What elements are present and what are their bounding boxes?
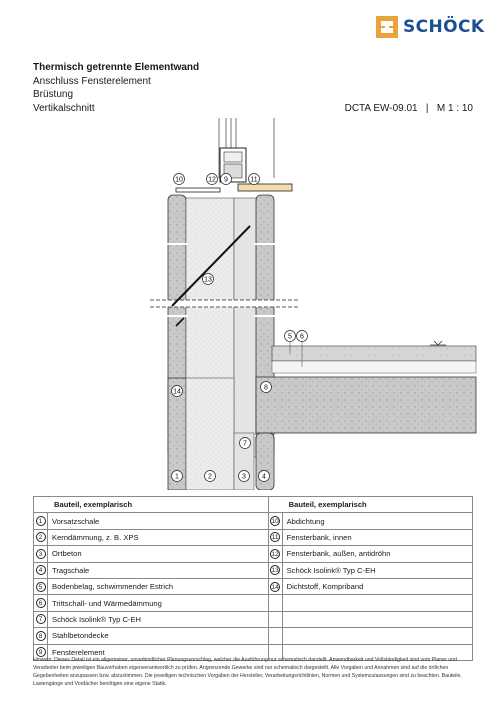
callout-12 (207, 174, 218, 185)
item-number: 8 (36, 631, 46, 641)
empty-cell (282, 611, 472, 627)
svg-text:8: 8 (264, 384, 268, 392)
callout-3 (239, 471, 250, 482)
item-number: 11 (271, 534, 279, 542)
interior-sill (238, 184, 292, 191)
item-number: 4 (36, 565, 46, 575)
item-label: Vorsatzschale (48, 513, 269, 529)
callout-14 (172, 386, 183, 397)
empty-cell (268, 628, 282, 644)
floor-level-mark (430, 341, 446, 345)
table-row (34, 595, 473, 611)
item-number: 1 (36, 516, 46, 526)
table-row (34, 578, 473, 594)
item-label: Ortbeton (48, 546, 269, 562)
callout-11 (249, 174, 260, 185)
item-number: 14 (271, 583, 279, 591)
empty-cell (268, 611, 282, 627)
item-number: 9 (36, 647, 46, 657)
table-header-left: Bauteil, exemplarisch (34, 497, 269, 513)
callout-4 (259, 471, 270, 482)
item-number: 3 (36, 549, 46, 559)
brand-logo (376, 15, 484, 39)
screed (272, 346, 476, 361)
section-drawing (0, 118, 500, 490)
svg-text:11: 11 (250, 176, 258, 184)
item-label: Tragschale (48, 562, 269, 578)
callout-8 (261, 382, 272, 393)
svg-text:7: 7 (243, 440, 247, 448)
empty-cell (268, 595, 282, 611)
item-number: 12 (271, 550, 279, 558)
item-number: 7 (36, 614, 46, 624)
callout-1 (172, 471, 183, 482)
empty-cell (282, 595, 472, 611)
concrete-slab (256, 377, 476, 433)
parts-table (33, 496, 473, 661)
svg-text:14: 14 (173, 388, 181, 396)
item-number: 2 (36, 532, 46, 542)
item-number: 10 (271, 518, 279, 526)
callout-7 (240, 438, 251, 449)
exterior-sill (176, 188, 220, 192)
table-row (34, 562, 473, 578)
table-row (34, 546, 473, 562)
subtitle-parapet: Brüstung (33, 89, 74, 100)
brand-name: SCHÖCK (403, 17, 485, 37)
title-block (33, 61, 473, 115)
item-label: Kerndämmung, z. B. XPS (48, 529, 269, 545)
svg-text:13: 13 (204, 276, 212, 284)
callout-5 (285, 331, 296, 342)
item-label: Bodenbelag, schwimmender Estrich (48, 578, 269, 594)
callout-9 (221, 174, 232, 185)
item-label: Schöck Isolink® Typ C-EH (282, 562, 472, 578)
item-number: 6 (36, 598, 46, 608)
item-label: Dichtstoff, Kompriband (282, 578, 472, 594)
impact-insulation (272, 361, 476, 373)
svg-text:6: 6 (300, 333, 304, 341)
item-label: Fensterelement (48, 644, 269, 660)
disclaimer-note: Hinweis: Dieses Detail ist ein allgemeiner, unverbindlicher Planungsvorschlag, welcher die Ausführung nur schematisch darstellt. Anwendbarkeit und Vollständigkeit sind vom Planer und Verarbeiter beim jeweiligen Bauvorhaben eigenverantwortlich zu prüfen. Angrenzende Gewerke sind nur schematisch dargestellt. Alle Vorgaben und Annahmen sind auf die örtlichen Gegebenheiten anzupassen bzw. abzustimmen. Die jeweiligen technischen Vorgaben der Hersteller, Verarbeitungsrichtlinien, Normen und Systemzulassungen sind zu beachten. Bauteile, Lastengänge und Vordächer benötigen eine eigene Statik. (33, 657, 462, 687)
svg-text:2: 2 (208, 473, 212, 481)
page-title: Thermisch getrennte Elementwand (33, 62, 200, 73)
callout-6 (297, 331, 308, 342)
item-label: Abdichtung (282, 513, 472, 529)
svg-text:3: 3 (242, 473, 246, 481)
drawing-reference: DCTA EW-09.01 | M 1 : 10 (344, 102, 473, 114)
empty-cell (282, 628, 472, 644)
svg-text:9: 9 (224, 176, 228, 184)
item-number: 5 (36, 582, 46, 592)
callout-2 (205, 471, 216, 482)
table-row (34, 513, 473, 529)
callout-10 (174, 174, 185, 185)
table-row (34, 611, 473, 627)
table-row (34, 529, 473, 545)
subtitle-connection: Anschluss Fensterelement (33, 75, 151, 87)
callout-13 (203, 274, 214, 285)
item-label: Schöck Isolink® Typ C-EH (48, 611, 269, 627)
svg-text:1: 1 (175, 473, 179, 481)
svg-text:4: 4 (262, 473, 266, 481)
item-number: 13 (271, 567, 279, 575)
svg-text:12: 12 (208, 176, 216, 184)
schoeck-logo-icon (376, 16, 398, 38)
item-label: Fensterbank, außen, antidröhn (282, 546, 472, 562)
svg-text:5: 5 (288, 333, 292, 341)
item-label: Stahlbetondecke (48, 628, 269, 644)
in-situ-concrete (234, 198, 258, 457)
item-label: Fensterbank, innen (282, 529, 472, 545)
item-label: Trittschall- und Wärmedämmung (48, 595, 269, 611)
table-header-right: Bauteil, exemplarisch (268, 497, 472, 513)
subtitle-section: Vertikalschnitt (33, 102, 95, 114)
table-header-row (34, 497, 473, 513)
table-row (34, 628, 473, 644)
svg-text:10: 10 (175, 176, 183, 184)
